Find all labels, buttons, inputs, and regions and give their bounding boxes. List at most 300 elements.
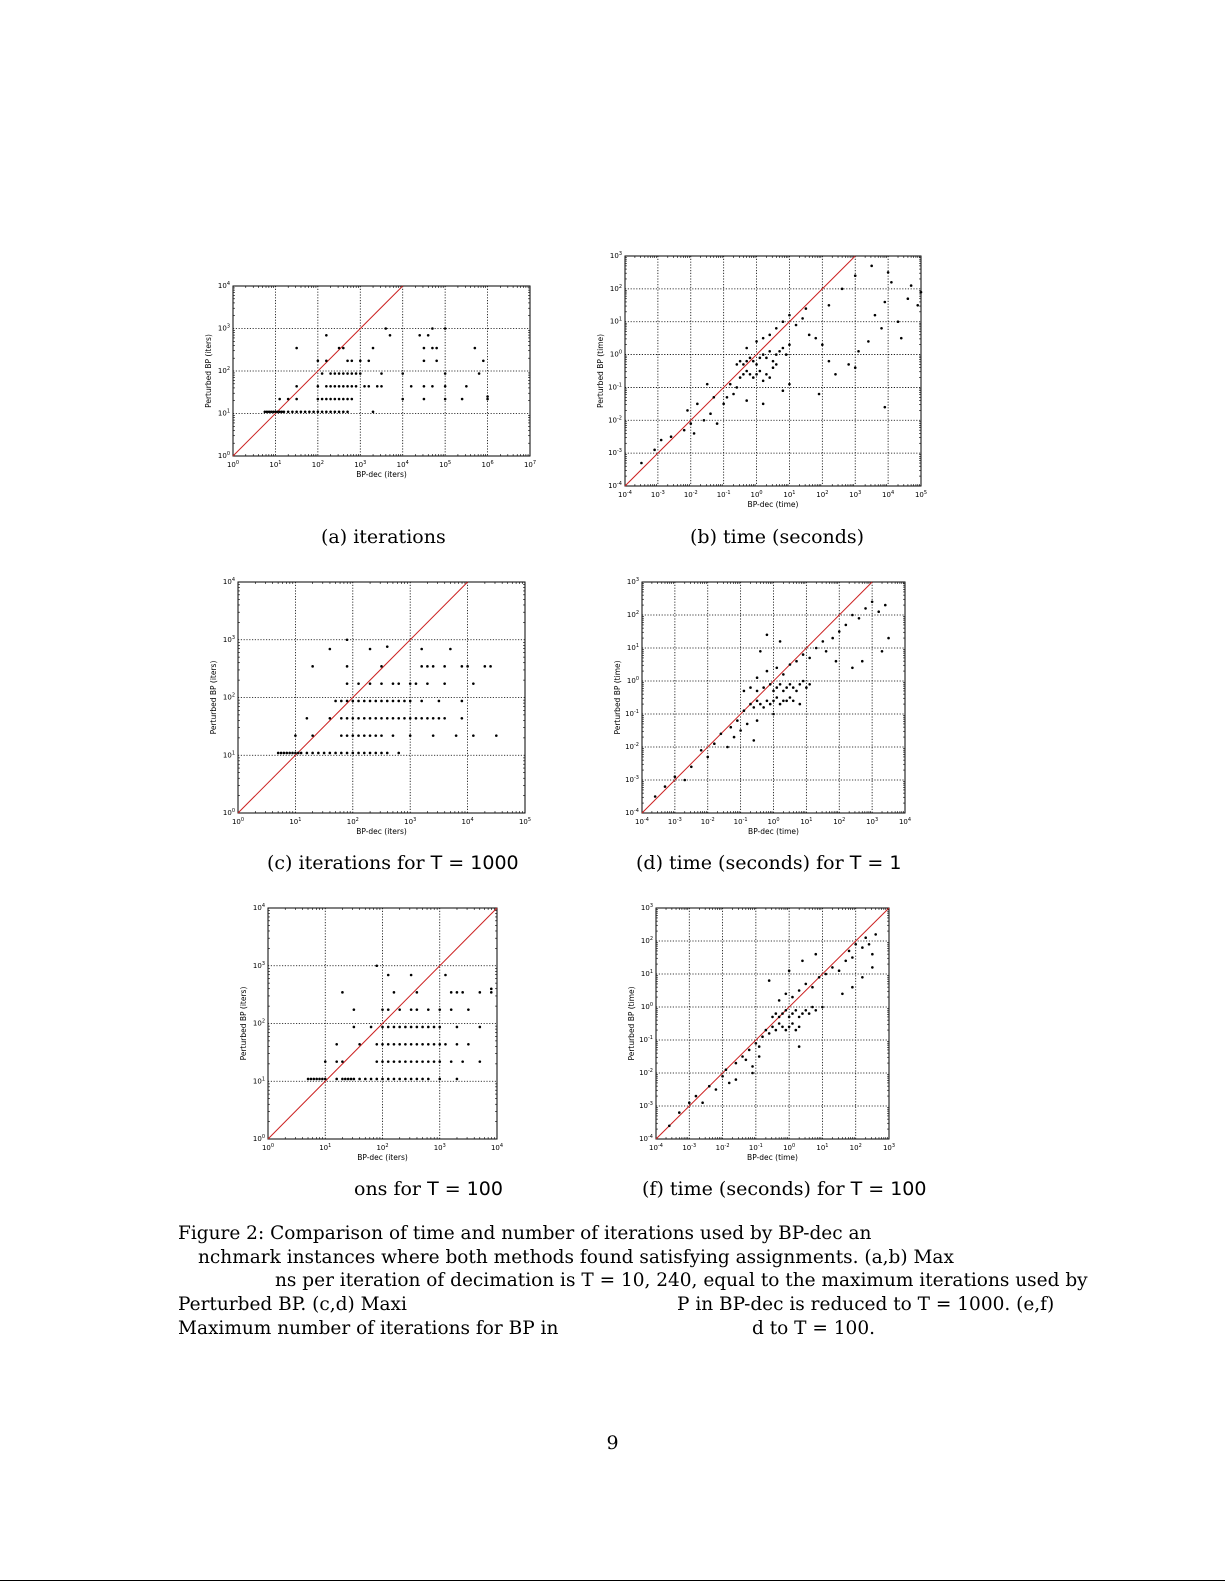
data-point bbox=[329, 648, 332, 651]
data-point bbox=[755, 363, 758, 366]
x-axis-label: BP-dec (time) bbox=[747, 1153, 798, 1162]
data-point bbox=[686, 409, 689, 412]
data-point bbox=[386, 752, 389, 755]
data-point bbox=[736, 719, 739, 722]
data-point bbox=[380, 385, 383, 388]
data-point bbox=[341, 991, 344, 994]
data-point bbox=[310, 1078, 313, 1081]
data-point bbox=[392, 700, 395, 703]
data-point bbox=[352, 717, 355, 720]
data-point bbox=[792, 700, 795, 703]
subcaption-c-math: T = 1000 bbox=[430, 852, 519, 874]
data-point bbox=[713, 396, 716, 399]
data-point bbox=[789, 683, 792, 686]
data-point bbox=[420, 700, 423, 703]
data-point bbox=[486, 395, 489, 398]
x-tick-label: $10^5$ bbox=[518, 817, 532, 826]
data-point bbox=[341, 1078, 344, 1081]
data-point bbox=[380, 717, 383, 720]
data-point bbox=[874, 933, 877, 936]
data-point bbox=[654, 795, 657, 798]
data-point bbox=[421, 1026, 424, 1029]
x-tick-label: $10^{-4}$ bbox=[618, 490, 632, 499]
subcaption-e-math: T = 100 bbox=[427, 1178, 503, 1200]
y-tick-label: $10^{-1}$ bbox=[625, 709, 639, 718]
data-point bbox=[431, 385, 434, 388]
data-point bbox=[325, 334, 328, 337]
data-point bbox=[801, 1012, 804, 1015]
data-point bbox=[334, 700, 337, 703]
data-point bbox=[295, 411, 298, 414]
data-point bbox=[380, 700, 383, 703]
data-point bbox=[350, 1078, 353, 1081]
x-tick-label: $10^{-2}$ bbox=[715, 1143, 730, 1152]
y-tick-label: $10^{-2}$ bbox=[608, 415, 622, 425]
data-point bbox=[372, 411, 375, 414]
y-axis-label: Perturbed BP (time) bbox=[613, 660, 622, 735]
x-tick-label: $10^0$ bbox=[750, 490, 763, 499]
data-point bbox=[766, 670, 769, 673]
data-point bbox=[861, 976, 864, 979]
x-tick-label: $10^0$ bbox=[231, 817, 245, 826]
data-point bbox=[798, 989, 801, 992]
x-tick-label: $10^{-4}$ bbox=[649, 1143, 663, 1152]
data-point bbox=[887, 271, 890, 274]
data-point bbox=[444, 327, 447, 330]
x-tick-label: $10^5$ bbox=[439, 460, 452, 469]
data-point bbox=[423, 398, 426, 401]
data-point bbox=[307, 1078, 310, 1081]
data-point bbox=[821, 343, 824, 346]
data-point bbox=[755, 373, 758, 376]
data-point bbox=[495, 734, 498, 737]
page-number: 9 bbox=[606, 1432, 619, 1454]
data-point bbox=[318, 1078, 321, 1081]
data-point bbox=[392, 682, 395, 685]
data-point bbox=[393, 1060, 396, 1063]
plot-group bbox=[627, 903, 895, 1162]
chart-d bbox=[606, 574, 926, 840]
x-tick-label: $10^3$ bbox=[849, 490, 862, 499]
data-point bbox=[346, 411, 349, 414]
data-point bbox=[771, 1016, 774, 1019]
data-point bbox=[317, 752, 320, 755]
data-point bbox=[759, 650, 762, 653]
data-point bbox=[443, 717, 446, 720]
data-point bbox=[325, 360, 328, 363]
reference-diagonal bbox=[625, 256, 855, 486]
data-point bbox=[775, 686, 778, 689]
data-point bbox=[818, 393, 821, 396]
data-point bbox=[334, 398, 337, 401]
data-point bbox=[363, 700, 366, 703]
caption-line-4a: Perturbed BP. (c,d) Maxi bbox=[178, 1294, 407, 1315]
data-point bbox=[732, 393, 735, 396]
subcaption-b bbox=[690, 526, 864, 548]
data-point bbox=[765, 1029, 768, 1032]
data-point bbox=[278, 398, 281, 401]
y-tick-label: $10^0$ bbox=[626, 676, 639, 685]
data-point bbox=[409, 700, 412, 703]
subcaption-b-text: (b) time (seconds) bbox=[690, 526, 865, 548]
data-point bbox=[387, 1026, 390, 1029]
y-axis-label: Perturbed BP (iters) bbox=[204, 334, 213, 408]
data-point bbox=[334, 411, 337, 414]
data-point bbox=[752, 376, 755, 379]
data-point bbox=[438, 1078, 441, 1081]
subcaption-d bbox=[636, 852, 901, 874]
data-point bbox=[338, 372, 341, 375]
x-axis-label: BP-dec (time) bbox=[748, 827, 799, 836]
data-point bbox=[329, 372, 332, 375]
data-point bbox=[739, 360, 742, 363]
data-point bbox=[851, 956, 854, 959]
data-point bbox=[291, 752, 294, 755]
x-tick-label: $10^{-2}$ bbox=[683, 490, 698, 499]
x-tick-label: $10^{-3}$ bbox=[682, 1143, 697, 1152]
y-tick-label: $10^2$ bbox=[222, 692, 235, 702]
subcaption-d-math: T = 1 bbox=[849, 852, 902, 874]
data-point bbox=[741, 1055, 744, 1058]
data-point bbox=[778, 1016, 781, 1019]
data-point bbox=[435, 360, 438, 363]
panel-a bbox=[195, 278, 545, 486]
data-point bbox=[910, 284, 913, 287]
data-point bbox=[752, 360, 755, 363]
data-point bbox=[821, 1006, 824, 1009]
data-point bbox=[410, 1008, 413, 1011]
data-point bbox=[745, 399, 748, 402]
data-point bbox=[795, 690, 798, 693]
data-point bbox=[369, 734, 372, 737]
data-point bbox=[778, 1022, 781, 1025]
data-point bbox=[325, 385, 328, 388]
data-point bbox=[726, 396, 729, 399]
data-point bbox=[403, 700, 406, 703]
data-point bbox=[353, 1026, 356, 1029]
data-point bbox=[835, 660, 838, 663]
chart-c bbox=[200, 574, 540, 840]
data-point bbox=[804, 1009, 807, 1012]
data-point bbox=[472, 734, 475, 737]
x-tick-label: $10^7$ bbox=[523, 460, 537, 469]
data-point bbox=[375, 1043, 378, 1046]
data-point bbox=[828, 304, 831, 307]
data-point bbox=[311, 665, 314, 668]
data-point bbox=[486, 398, 489, 401]
data-point bbox=[380, 752, 383, 755]
data-point bbox=[384, 327, 387, 330]
data-point bbox=[338, 347, 341, 350]
y-tick-label: $10^3$ bbox=[640, 903, 653, 912]
data-point bbox=[775, 1029, 778, 1032]
data-point bbox=[789, 663, 792, 666]
x-tick-label: $10^{-3}$ bbox=[667, 817, 682, 826]
data-point bbox=[721, 1075, 724, 1078]
data-point bbox=[696, 403, 699, 406]
y-tick-label: $10^1$ bbox=[222, 750, 235, 760]
data-point bbox=[369, 682, 372, 685]
data-point bbox=[317, 411, 320, 414]
data-point bbox=[762, 337, 765, 340]
data-point bbox=[851, 614, 854, 617]
subcaption-e-text: ons for bbox=[354, 1178, 422, 1200]
x-tick-label: $10^{-1}$ bbox=[733, 817, 748, 826]
data-point bbox=[841, 288, 844, 291]
x-tick-label: $10^3$ bbox=[404, 817, 417, 826]
data-point bbox=[751, 1072, 754, 1075]
panel-f bbox=[620, 900, 910, 1166]
data-point bbox=[386, 700, 389, 703]
data-point bbox=[768, 1032, 771, 1035]
data-point bbox=[792, 686, 795, 689]
panel-c bbox=[200, 574, 540, 840]
data-point bbox=[397, 700, 400, 703]
data-point bbox=[788, 383, 791, 386]
data-point bbox=[769, 683, 772, 686]
y-axis-label: Perturbed BP (time) bbox=[596, 333, 605, 409]
data-point bbox=[799, 703, 802, 706]
data-point bbox=[788, 1026, 791, 1029]
subcaption-f-text: (f) time (seconds) for bbox=[642, 1178, 845, 1200]
data-point bbox=[779, 703, 782, 706]
data-point bbox=[490, 988, 493, 991]
data-point bbox=[785, 1029, 788, 1032]
data-point bbox=[341, 1060, 344, 1063]
data-point bbox=[788, 1016, 791, 1019]
data-point bbox=[861, 660, 864, 663]
data-point bbox=[312, 411, 315, 414]
data-point bbox=[369, 700, 372, 703]
data-point bbox=[338, 411, 341, 414]
data-point bbox=[410, 1043, 413, 1046]
data-point bbox=[367, 385, 370, 388]
data-point bbox=[306, 752, 309, 755]
data-point bbox=[766, 634, 769, 637]
data-point bbox=[285, 752, 288, 755]
data-point bbox=[363, 752, 366, 755]
data-point bbox=[370, 1026, 373, 1029]
data-point bbox=[321, 411, 324, 414]
x-tick-label: $10^0$ bbox=[261, 1143, 275, 1152]
data-point bbox=[798, 1016, 801, 1019]
caption-line-5a: Maximum number of iterations for BP in bbox=[178, 1318, 559, 1339]
data-point bbox=[409, 734, 412, 737]
data-point bbox=[418, 334, 421, 337]
x-axis-label: BP-dec (iters) bbox=[356, 470, 407, 479]
chart-e bbox=[230, 900, 510, 1166]
data-point bbox=[357, 734, 360, 737]
x-tick-label: $10^0$ bbox=[783, 1143, 796, 1152]
data-point bbox=[808, 1012, 811, 1015]
data-point bbox=[357, 752, 360, 755]
data-point bbox=[438, 1043, 441, 1046]
data-point bbox=[374, 752, 377, 755]
data-point bbox=[851, 986, 854, 989]
data-point bbox=[311, 734, 314, 737]
y-tick-label: $10^{-3}$ bbox=[625, 775, 639, 784]
data-point bbox=[329, 717, 332, 720]
data-point bbox=[801, 317, 804, 320]
data-point bbox=[393, 1026, 396, 1029]
data-point bbox=[703, 419, 706, 422]
data-point bbox=[386, 717, 389, 720]
panel-b bbox=[588, 248, 938, 516]
data-point bbox=[811, 1006, 814, 1009]
data-point bbox=[749, 703, 752, 706]
subcaption-c bbox=[267, 852, 519, 874]
data-point bbox=[814, 953, 817, 956]
data-point bbox=[410, 385, 413, 388]
data-point bbox=[397, 682, 400, 685]
data-point bbox=[805, 307, 808, 310]
data-point bbox=[427, 1060, 430, 1063]
y-tick-label: $10^3$ bbox=[252, 960, 265, 970]
data-point bbox=[351, 360, 354, 363]
data-point bbox=[443, 665, 446, 668]
data-point bbox=[841, 993, 844, 996]
y-tick-label: $10^2$ bbox=[626, 610, 639, 619]
data-point bbox=[300, 752, 303, 755]
data-point bbox=[363, 385, 366, 388]
data-point bbox=[752, 739, 755, 742]
data-point bbox=[782, 673, 785, 676]
x-tick-label: $10^0$ bbox=[767, 817, 780, 826]
data-point bbox=[814, 1009, 817, 1012]
data-point bbox=[762, 403, 765, 406]
data-point bbox=[367, 360, 370, 363]
x-tick-label: $10^4$ bbox=[882, 490, 895, 499]
data-point bbox=[334, 385, 337, 388]
subcaption-a-text: (a) iterations bbox=[321, 526, 446, 548]
data-point bbox=[321, 398, 324, 401]
data-point bbox=[415, 717, 418, 720]
data-point bbox=[404, 1043, 407, 1046]
x-tick-label: $10^1$ bbox=[783, 490, 796, 499]
data-point bbox=[427, 1008, 430, 1011]
data-point bbox=[864, 607, 867, 610]
data-point bbox=[344, 1078, 347, 1081]
data-point bbox=[818, 976, 821, 979]
plot-group bbox=[204, 281, 536, 479]
data-point bbox=[398, 1060, 401, 1063]
data-point bbox=[334, 372, 337, 375]
data-point bbox=[467, 1008, 470, 1011]
data-point bbox=[323, 752, 326, 755]
data-point bbox=[736, 386, 739, 389]
data-point bbox=[401, 398, 404, 401]
reference-diagonal bbox=[642, 582, 872, 813]
data-point bbox=[758, 1055, 761, 1058]
y-tick-label: $10^0$ bbox=[252, 1134, 265, 1143]
data-point bbox=[357, 682, 360, 685]
data-point bbox=[283, 752, 286, 755]
data-point bbox=[346, 385, 349, 388]
data-point bbox=[386, 645, 389, 648]
data-point bbox=[720, 733, 723, 736]
data-point bbox=[295, 398, 298, 401]
data-point bbox=[751, 1065, 754, 1068]
data-point bbox=[427, 1043, 430, 1046]
data-point bbox=[325, 398, 328, 401]
data-point bbox=[745, 1059, 748, 1062]
data-point bbox=[433, 1043, 436, 1046]
y-tick-label: $10^2$ bbox=[640, 936, 653, 945]
data-point bbox=[351, 372, 354, 375]
chart-f bbox=[620, 900, 910, 1166]
subcaption-f-math: T = 100 bbox=[850, 1178, 927, 1200]
data-point bbox=[785, 700, 788, 703]
data-point bbox=[352, 700, 355, 703]
data-point bbox=[900, 337, 903, 340]
data-point bbox=[742, 363, 745, 366]
data-point bbox=[329, 385, 332, 388]
data-point bbox=[421, 1060, 424, 1063]
data-point bbox=[848, 950, 851, 953]
data-point bbox=[321, 372, 324, 375]
data-point bbox=[668, 1125, 671, 1128]
data-point bbox=[358, 1078, 361, 1081]
x-tick-label: $10^1$ bbox=[289, 817, 302, 826]
data-point bbox=[868, 943, 871, 946]
data-point bbox=[456, 1078, 459, 1081]
data-point bbox=[749, 373, 752, 376]
data-point bbox=[393, 1043, 396, 1046]
x-tick-label: $10^{-1}$ bbox=[748, 1143, 763, 1152]
data-point bbox=[389, 334, 392, 337]
data-point bbox=[700, 749, 703, 752]
data-point bbox=[374, 734, 377, 737]
data-point bbox=[716, 422, 719, 425]
data-point bbox=[785, 686, 788, 689]
data-point bbox=[670, 435, 673, 438]
data-point bbox=[467, 1043, 470, 1046]
data-point bbox=[416, 1008, 419, 1011]
data-point bbox=[416, 1078, 419, 1081]
data-point bbox=[358, 1043, 361, 1046]
data-point bbox=[854, 943, 857, 946]
y-tick-label: $10^{-3}$ bbox=[639, 1101, 653, 1110]
y-tick-label: $10^{-4}$ bbox=[625, 808, 639, 817]
y-tick-label: $10^1$ bbox=[609, 316, 622, 326]
data-point bbox=[369, 752, 372, 755]
data-point bbox=[338, 398, 341, 401]
data-point bbox=[884, 301, 887, 304]
data-point bbox=[461, 717, 464, 720]
data-point bbox=[674, 775, 677, 778]
data-point bbox=[438, 1008, 441, 1011]
data-point bbox=[324, 1078, 327, 1081]
data-point bbox=[300, 411, 303, 414]
data-point bbox=[808, 334, 811, 337]
x-axis-label: BP-dec (iters) bbox=[356, 827, 407, 836]
x-tick-label: $10^3$ bbox=[866, 817, 879, 826]
x-tick-label: $10^2$ bbox=[849, 1143, 862, 1152]
data-point bbox=[397, 717, 400, 720]
data-point bbox=[782, 690, 785, 693]
x-tick-label: $10^{-4}$ bbox=[635, 817, 649, 826]
y-tick-label: $10^0$ bbox=[609, 349, 622, 359]
subcaption-a bbox=[321, 526, 446, 548]
data-point bbox=[369, 717, 372, 720]
data-point bbox=[461, 665, 464, 668]
y-tick-label: $10^3$ bbox=[222, 634, 235, 644]
data-point bbox=[280, 752, 283, 755]
data-point bbox=[788, 969, 791, 972]
data-point bbox=[346, 398, 349, 401]
data-point bbox=[423, 385, 426, 388]
x-tick-label: $10^2$ bbox=[833, 817, 846, 826]
